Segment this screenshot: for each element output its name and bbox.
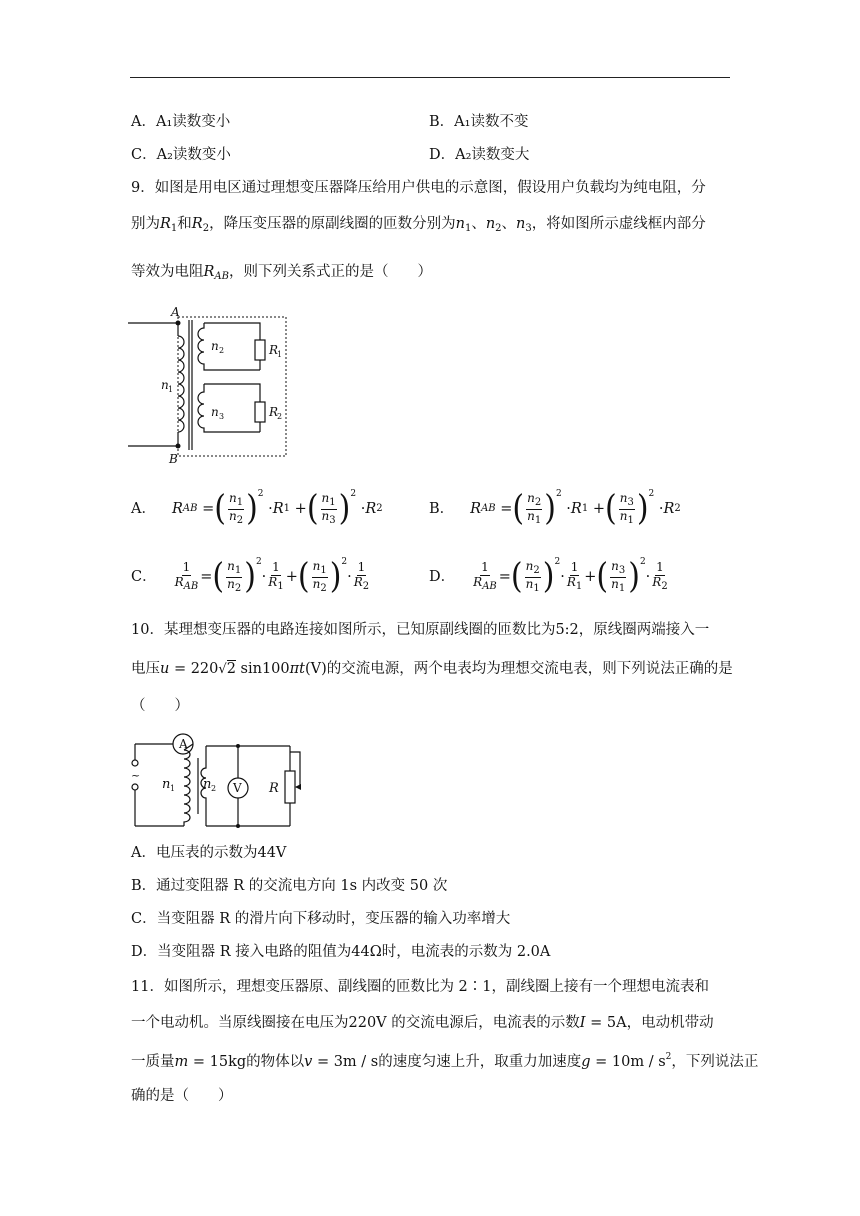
q8-option-a: A．A₁读数变小 [131, 114, 231, 130]
q9-option-d: D． $\frac{1}{R_{AB}}$ = ( $\frac{n_2}{n_1}$ ) 2 · $\frac{1}{R_1}$ + ( $\frac{n_3}{n_1}$ ) 2 · $\frac{1}{R_2}$ [429, 556, 668, 597]
svg-text:1: 1 [168, 385, 174, 394]
voltmeter-label: V [233, 781, 242, 795]
q10-stem-line1: 10．某理想变压器的电路连接如图所示，已知原副线圈的匝数比为5:2，原线圈两端接入一 [131, 622, 710, 638]
label-n1: n [161, 378, 169, 392]
ammeter-label: A [179, 737, 188, 751]
q10-transformer-diagram [128, 730, 303, 830]
node-b-dot [176, 444, 181, 449]
svg-text:2: 2 [211, 784, 217, 793]
q9-transformer-diagram [128, 306, 290, 466]
svg-text:2: 2 [219, 346, 225, 355]
q10-option-c: C．当变阻器 R 的滑片向下移动时，变压器的输入功率增大 [131, 911, 511, 927]
q8-option-c: C．A₂读数变小 [131, 147, 231, 163]
q9-option-b: B． R AB = ( $\frac{n_2}{n_1}$ ) 2 · R 1 + ( $\frac{n_3}{n_1}$ ) 2 · R 2 [429, 488, 681, 529]
svg-text:1: 1 [277, 350, 283, 359]
q9-stem-line3: 等效为电阻$R_{AB}$，则下列关系式正的是（ ） [131, 264, 432, 282]
q11-stem-line1: 11．如图所示，理想变压器原、副线圈的匝数比为 2∶1，副线圈上接有一个理想电流表和 [131, 979, 710, 995]
node-a-dot [176, 321, 181, 326]
q9-option-a: A． R AB = ( $\frac{n_1}{n_2}$ ) 2 · R 1 + ( $\frac{n_1}{n_3}$ ) 2 · R 2 [131, 488, 383, 529]
q11-stem-line3: 一质量m = 15kg的物体以v = 3m / s的速度匀速上升，取重力加速度$g = 10m / s^2$，下列说法正 [131, 1052, 759, 1070]
label-n2: n [203, 777, 212, 792]
label-r: R [269, 781, 279, 796]
q10-stem-line3: （ ） [131, 698, 189, 714]
q11-stem-line2: 一个电动机。当原线圈接在电压为220V 的交流电源后，电流表的示数I = 5A，电动机带动 [131, 1015, 714, 1031]
label-n2: n [211, 339, 219, 353]
q9-option-c: C． $\frac{1}{R_{AB}}$ = ( $\frac{n_1}{n_2}$ ) 2 · $\frac{1}{R_1}$ + ( $\frac{n_1}{n_2}$ ) 2 · $\frac{1}{R_2}$ [131, 556, 370, 597]
svg-text:3: 3 [219, 412, 225, 421]
q10-option-d: D．当变阻器 R 接入电路的阻值为44Ω时，电流表的示数为 2.0A [131, 944, 551, 960]
junction-bottom-dot [236, 824, 240, 828]
q11-stem-line4: 确的是（ ） [131, 1088, 233, 1104]
junction-top-dot [236, 744, 240, 748]
header-rule [130, 77, 730, 78]
label-n3: n [211, 405, 219, 419]
q8-option-d: D．A₂读数变大 [429, 147, 530, 163]
q8-option-b: B．A₁读数不变 [429, 114, 529, 130]
label-n1: n [162, 777, 171, 792]
ac-source-symbol: ~ [131, 769, 141, 782]
label-r1: R [269, 343, 279, 357]
q10-option-a: A．电压表的示数为44V [131, 845, 287, 861]
q10-option-b: B．通过变阻器 R 的交流电方向 1s 内改变 50 次 [131, 878, 448, 894]
q9-stem-line2: 别为$R_1$和$R_2$，降压变压器的原副线圈的匝数分别为$n_1$、$n_2$、$n_3$，将如图所示虚线框内部分 [131, 216, 706, 234]
q10-stem-line2: 电压u = 220√2 sin100πt(V)的交流电源，两个电表均为理想交流电表，则下列说法正确的是 [131, 661, 733, 677]
label-r2: R [269, 405, 279, 419]
svg-text:2: 2 [277, 412, 283, 421]
svg-text:1: 1 [170, 784, 176, 793]
q9-stem-line1: 9．如图是用电区通过理想变压器降压给用户供电的示意图，假设用户负载均为纯电阻，分 [131, 180, 706, 196]
label-a: A [171, 306, 180, 319]
label-b: B [169, 452, 178, 466]
